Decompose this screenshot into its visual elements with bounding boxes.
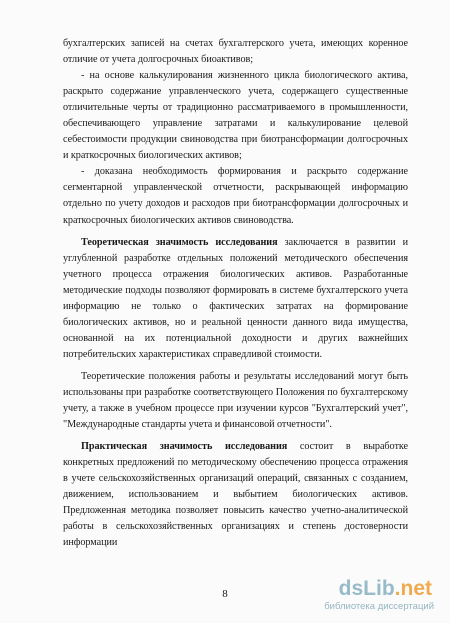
paragraph-practical-significance <box>63 439 408 551</box>
paragraph-1-text: бухгалтерских записей на счетах бухгалтерского учета, имеющих коренное отличие от учета долгосрочных биоактивов; <box>63 38 408 66</box>
paragraph-2 <box>63 68 408 164</box>
theoretical-significance-heading: Теоретическая значимость исследования <box>81 236 278 248</box>
watermark-brand <box>339 577 432 601</box>
paragraph-3 <box>63 164 408 228</box>
paragraph-2-text: - на основе калькулирования жизненного цикла биологического актива, раскрыто содержание управленческого учета, содержащего существенные отличительные черты от традиционно рассматриваемого в промышленности, обеспечивающего управление затратами и калькулирование целевой себестоимости продукции свиноводства при биотрансформации долгосрочных и краткосрочных биологических активов; <box>63 70 408 162</box>
watermark-brand-main: dsLib <box>338 577 395 600</box>
paragraph-5 <box>63 369 408 433</box>
paragraph-3-text: - доказана необходимость формирования и раскрыто содержание сегментарной управленческой отчетности, раскрывающей информацию отдельно по учету доходов и расходов при биотрансформации долгосрочных и краткосрочных биологических активов свиноводства. <box>63 166 408 226</box>
paragraph-theoretical-significance <box>63 235 408 363</box>
practical-significance-text: состоит в выработке конкретных предложений по методическому обеспечению процесса отражения в учете сельскохозяйственных организаций операций, связанных с созданием, движением, использованием и выбытием биологических активов. Предложенная методика позволяет повысить качество учетно-аналитической работы в сельскохозяйственных организациях и степень достоверности информации <box>63 441 408 549</box>
paragraph-1 <box>63 36 408 68</box>
theoretical-significance-text: заключается в развитии и углубленной разработке отдельных положений методического обеспечения учетного процесса отражения биологических активов. Разработанные методические подходы позволяют формировать в системе бухгалтерского учета информацию не только о фактических затратах на формирование биологических активов, но и реальной ценности данного вида имущества, основанной на их потенциальной доходности и других важнейших потребительских характеристиках справедливой стоимости. <box>63 236 408 360</box>
watermark-brand-domain: .net <box>394 577 432 600</box>
practical-significance-heading: Практическая значимость исследования <box>81 441 288 453</box>
page-number: 8 <box>222 588 228 600</box>
watermark-caption: библиотека диссертаций <box>324 601 434 612</box>
body-text <box>63 36 408 551</box>
paragraph-5-text: Теоретические положения работы и результаты исследований могут быть использованы при разработке соответствующего Положения по бухгалтерскому учету, а также в учебном процессе при изучении курсов "Бухгалтерский учет", "Международные стандарты учета и финансовой отчетности". <box>63 370 408 431</box>
dslib-watermark-logo[interactable] <box>310 577 436 615</box>
